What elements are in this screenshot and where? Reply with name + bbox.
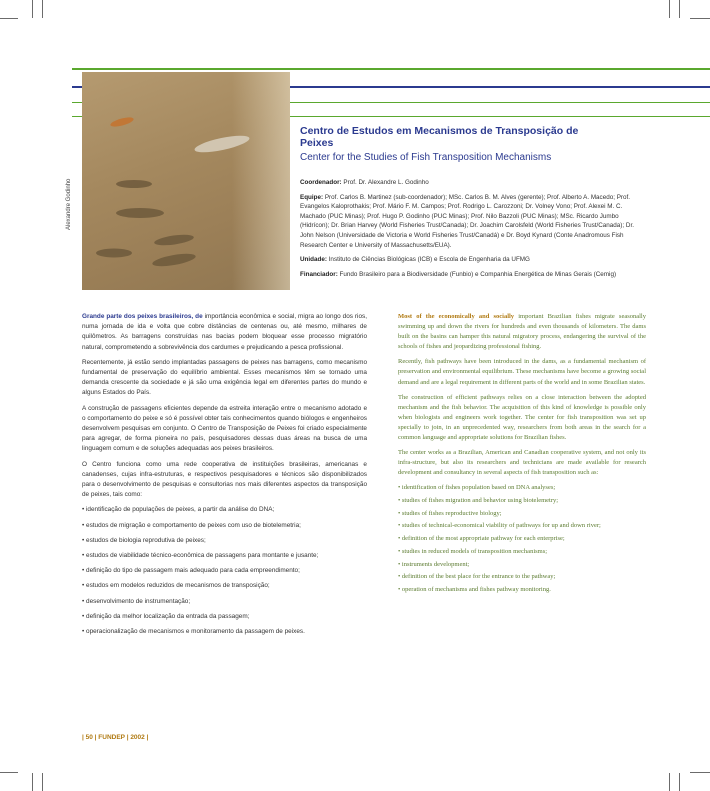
fish-shape <box>151 251 196 268</box>
crop-mark-bl-v <box>32 773 33 791</box>
fish-shape <box>193 132 250 155</box>
pt-paragraph-4: O Centro funciona como uma rede cooperativa de instituições brasileiras, americanas e canadenses, cujas infra-estruturas, e respectivos pesquisadores e técnicos são disponibilizados para o desenvolvimento de pesquisas e consultorias nos mais diferentes aspectos da transposição de peixes, tais como: <box>82 460 367 499</box>
fish-shape <box>116 180 152 188</box>
credit-label: Equipe: <box>300 193 324 201</box>
photo-credit: Alexandre Godinho <box>66 178 72 230</box>
list-item: • studies of fishes migration and behavior using biotelemetry; <box>398 497 559 505</box>
list-item: • identificação de populações de peixes, a partir da análise do DNA; <box>82 506 275 514</box>
title-portuguese: Centro de Estudos em Mecanismos de Transposição de Peixes <box>300 125 579 149</box>
fish-shape <box>110 116 135 129</box>
list-item: • estudos de biologia reprodutiva de peixes; <box>82 536 206 544</box>
list-item: • operation of mechanisms and fishes pathway monitoring. <box>398 585 551 593</box>
header-rule-1 <box>72 68 710 70</box>
credit-unit <box>300 255 645 265</box>
list-item: • estudos de viabilidade técnico-econômica de passagens para montante e jusante; <box>82 552 319 560</box>
credit-text: Instituto de Ciências Biológicas (ICB) e Escola de Engenharia da UFMG <box>328 256 530 264</box>
credit-funder <box>300 270 645 280</box>
credit-text: Prof. Dr. Alexandre L. Godinho <box>343 179 429 186</box>
en-list <box>398 483 646 595</box>
crop-mark-br-v <box>669 773 670 791</box>
credit-text: Fundo Brasileiro para a Biodiversidade (Funbio) e Companhia Energética de Minas Gerais (Cemig) <box>339 270 617 278</box>
credit-label: Financiador: <box>300 270 338 278</box>
en-lead: Most of the economically and socially <box>398 313 515 320</box>
list-item: • operacionalização de mecanismos e monitoramento da passagem de peixes. <box>82 628 305 636</box>
crop-mark-tr-v <box>669 0 670 18</box>
fish-shape <box>116 208 164 218</box>
pt-lead: Grande parte dos peixes brasileiros, de <box>82 313 203 320</box>
en-paragraph-2: Recently, fish pathways have been introduced in the dams, as a fundamental mechanism of preservation and environmental equilibrium. These mechanisms have become a growing social demand and are a legal requirement in different parts of the world and in some Brazilian states. <box>398 358 646 386</box>
credit-coordinator <box>300 178 645 188</box>
list-item: • definition of the most appropriate pathway for each enterprise; <box>398 535 565 543</box>
fish-shape <box>96 249 132 258</box>
credit-label: Coordenador: <box>300 179 342 186</box>
en-paragraph-1 <box>398 312 646 352</box>
pt-paragraph-2: Recentemente, já estão sendo implantadas passagens de peixes nas barragens, como mecanismo fundamental de preservação do equilíbrio ambiental. Esses mecanismos têm se tornado uma demanda crescente da sociedade e já são uma exigência legal em diferentes partes do mundo e alguns Estados do País. <box>82 358 367 397</box>
crop-mark-tl-h <box>0 18 18 19</box>
credit-label: Unidade: <box>300 256 327 264</box>
fish-shape <box>154 233 195 247</box>
list-item: • definição do tipo de passagem mais adequado para cada empreendimento; <box>82 567 300 575</box>
en-paragraph-3: The construction of efficient pathways relies on a close interaction between the adopted mechanism and the fish behavior. The acquisition of this kind of knowledge is possible only when biologists and engineers work together. The center for fish transposition was set up specially to join, in an unprecedented way, researchers from both areas in the search for a common language and appropriate solutions for Brazilian fishes. <box>398 393 646 442</box>
en-p1-text: important Brazilian fishes migrate seasonally swimming up and down the rivers for hundreds and even thousands of kilometers. The dams built on the basins can hamper this natural migratory process, endangering the survival of the schools of fishes and jeopardizing professional fishing. <box>398 313 646 351</box>
column-portuguese <box>82 312 367 642</box>
pt-list <box>82 505 367 637</box>
list-item: • definição da melhor localização da entrada da passagem; <box>82 612 250 620</box>
list-item: • identification of fishes population based on DNA analyses; <box>398 484 556 492</box>
list-item: • desenvolvimento de instrumentação; <box>82 597 191 605</box>
pt-p1-text: importância econômica e social, migra ao longo dos rios, numa jornada de ida e volta que cobre distâncias de centenas ou, até mesmo, milhares de quilômetros. As barragens construídas nas bacias podem bloquear esse processo migratório natural, comprometendo a sobrevivência dos cardumes e prejudicando a pesca profissional. <box>82 313 368 351</box>
list-item: • estudos de migração e comportamento de peixes com uso de biotelemetria; <box>82 521 301 529</box>
crop-mark-br-h <box>690 772 710 773</box>
pt-paragraph-1 <box>82 312 367 353</box>
credit-team <box>300 193 645 251</box>
list-item: • instruments development; <box>398 560 470 568</box>
list-item: • estudos em modelos reduzidos de mecanismos de transposição; <box>82 582 270 590</box>
column-english <box>398 312 646 598</box>
list-item: • definition of the best place for the entrance to the pathway; <box>398 573 556 581</box>
fish-illustration <box>82 72 290 290</box>
list-item: • studies of fishes reproductive biology; <box>398 509 502 517</box>
fish-photo <box>82 72 290 290</box>
en-paragraph-4: The center works as a Brazilian, American and Canadian cooperative system, and not only its infra-structure, but also its researchers and technicians are made available for research development and consultancy in several aspects of fish transposition such as: <box>398 449 646 477</box>
credits-block <box>300 178 645 284</box>
crop-mark-bl-v2 <box>42 773 43 791</box>
pt-paragraph-3: A construção de passagens eficientes depende da estreita interação entre o mecanismo adotado e o comportamento do peixe e só é possível obter tais conhecimentos quando biólogos e engenheiros desenvolvem pesquisas em conjunto. O Centro de Transposição de Peixes foi criado especialmente para agregar, de forma pioneira no país, pesquisadores dessas duas áreas na busca de uma linguagem comum e de soluções adequadas aos peixes brasileiros. <box>82 404 367 453</box>
credit-text: Prof. Carlos B. Martinez (sub-coordenador); MSc. Carlos B. M. Alves (gerente); Prof. Alberto A. Macedo; Prof. Evangelos Kaloprothakis; Prof. Mário F. M. Campos; Prof. Rodrigo L. Carozzoni; Dr. Volney Vono; Prof. Alexei M. C. Machado (PUC Minas); Prof. Hugo P. Godinho (PUC Minas); Prof. Nilo Bazzoli (PUC Minas); MSc. Ricardo Jumbo (Hidrícon); Dr. Brian Harvey (World Fisheries Trust/Canada); Dr. Joachim Carolsfeld (World Fisheries Trust/Canada); Dr. John Nelson (Universidade de Victoria e World Fisheries Trust/Canadá) e Dr. Boyd Kynard (Conte Anadromous Fish Research Center e University of Massachusetts/EUA). <box>300 193 634 249</box>
crop-mark-br-v2 <box>679 773 680 791</box>
crop-mark-tl-v2 <box>42 0 43 18</box>
list-item: • studies of technical-economical viability of pathways for up and down river; <box>398 522 601 530</box>
crop-mark-tl-v <box>32 0 33 18</box>
crop-mark-tr-h <box>690 18 710 19</box>
crop-mark-bl-h <box>0 772 18 773</box>
crop-mark-tr-v2 <box>679 0 680 18</box>
page-footer: | 50 | FUNDEP | 2002 | <box>82 734 149 741</box>
title-english: Center for the Studies of Fish Transposition Mechanisms <box>300 152 552 163</box>
list-item: • studies in reduced models of transposition mechanisms; <box>398 547 548 555</box>
